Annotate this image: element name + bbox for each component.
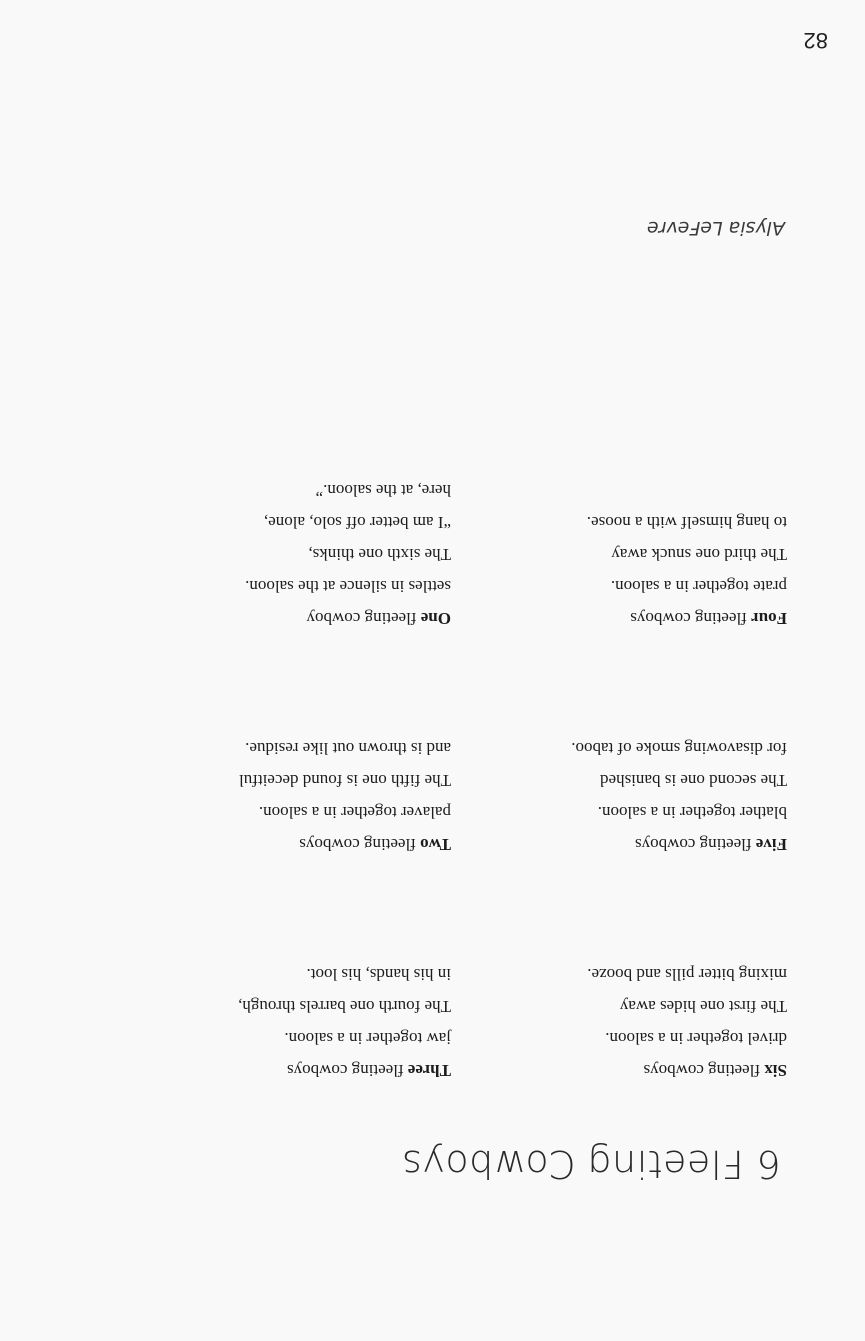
stanza	[91, 958, 451, 1086]
poem-line: settles in silence at the saloon.	[245, 577, 451, 596]
stanza-first-line	[91, 828, 451, 860]
poem-line: and is thrown out like residue.	[245, 739, 451, 758]
stanza-first-line-rest: fleeting cowboys	[630, 609, 752, 628]
poem-line: The second one is banished	[600, 771, 787, 790]
stanza-lead-word: One	[420, 609, 451, 628]
stanza-first-line	[91, 602, 451, 634]
poem-line: jaw together in a saloon.	[284, 1029, 451, 1048]
stanza-first-line-rest: fleeting cowboys	[287, 1061, 408, 1080]
page-number: 82	[803, 28, 828, 53]
stanza-lead-word: Two	[420, 835, 451, 854]
poem-line: to hang himself with a noose.	[586, 513, 787, 532]
stanza-lead-word: Five	[755, 835, 787, 854]
poem-line: The fourth one barrels through,	[238, 997, 451, 1016]
poem-line: The third one snuck away	[611, 545, 787, 564]
poem-column-left	[427, 408, 787, 1086]
poem-title: 6 Fleeting Cowboys	[401, 1142, 781, 1186]
stanza	[91, 474, 451, 634]
stanza-lead-word: Four	[751, 609, 787, 628]
stanza-lead-word: Six	[764, 1061, 787, 1080]
poem-line: The fifth one is found deceitful	[239, 771, 451, 790]
stanza	[427, 732, 787, 860]
poem-line: mixing bitter pills and booze.	[587, 965, 787, 984]
poem-column-right	[91, 376, 451, 1086]
stanza-lead-word: Three	[407, 1061, 451, 1080]
poem-line: in his hands, his loot.	[306, 965, 451, 984]
stanza	[91, 732, 451, 860]
poem-line: The sixth one thinks,	[308, 545, 451, 564]
stanza	[427, 958, 787, 1086]
stanza-first-line-rest: fleeting cowboy	[306, 609, 421, 628]
stanza-first-line-rest: fleeting cowboys	[643, 1061, 765, 1080]
stanza	[427, 506, 787, 634]
stanza-first-line	[427, 828, 787, 860]
poem-line: here, at the saloon.”	[315, 481, 451, 500]
stanza-first-line-rest: fleeting cowboys	[634, 835, 756, 854]
stanza-first-line	[427, 1054, 787, 1086]
author-name: Alysia LeFevre	[646, 217, 785, 239]
poem-line: palaver together in a saloon.	[258, 803, 451, 822]
poem-line: prate together in a saloon.	[610, 577, 787, 596]
poem-line: The first one hides away	[619, 997, 787, 1016]
poem-line: blather together in a saloon.	[597, 803, 787, 822]
poem-line: for disavowing smoke of taboo.	[571, 739, 787, 758]
poem-line: “I am better off solo, alone,	[263, 513, 451, 532]
stanza-first-line	[91, 1054, 451, 1086]
stanza-first-line-rest: fleeting cowboys	[299, 835, 421, 854]
poem-line: drivel together in a saloon.	[605, 1029, 787, 1048]
stanza-first-line	[427, 602, 787, 634]
